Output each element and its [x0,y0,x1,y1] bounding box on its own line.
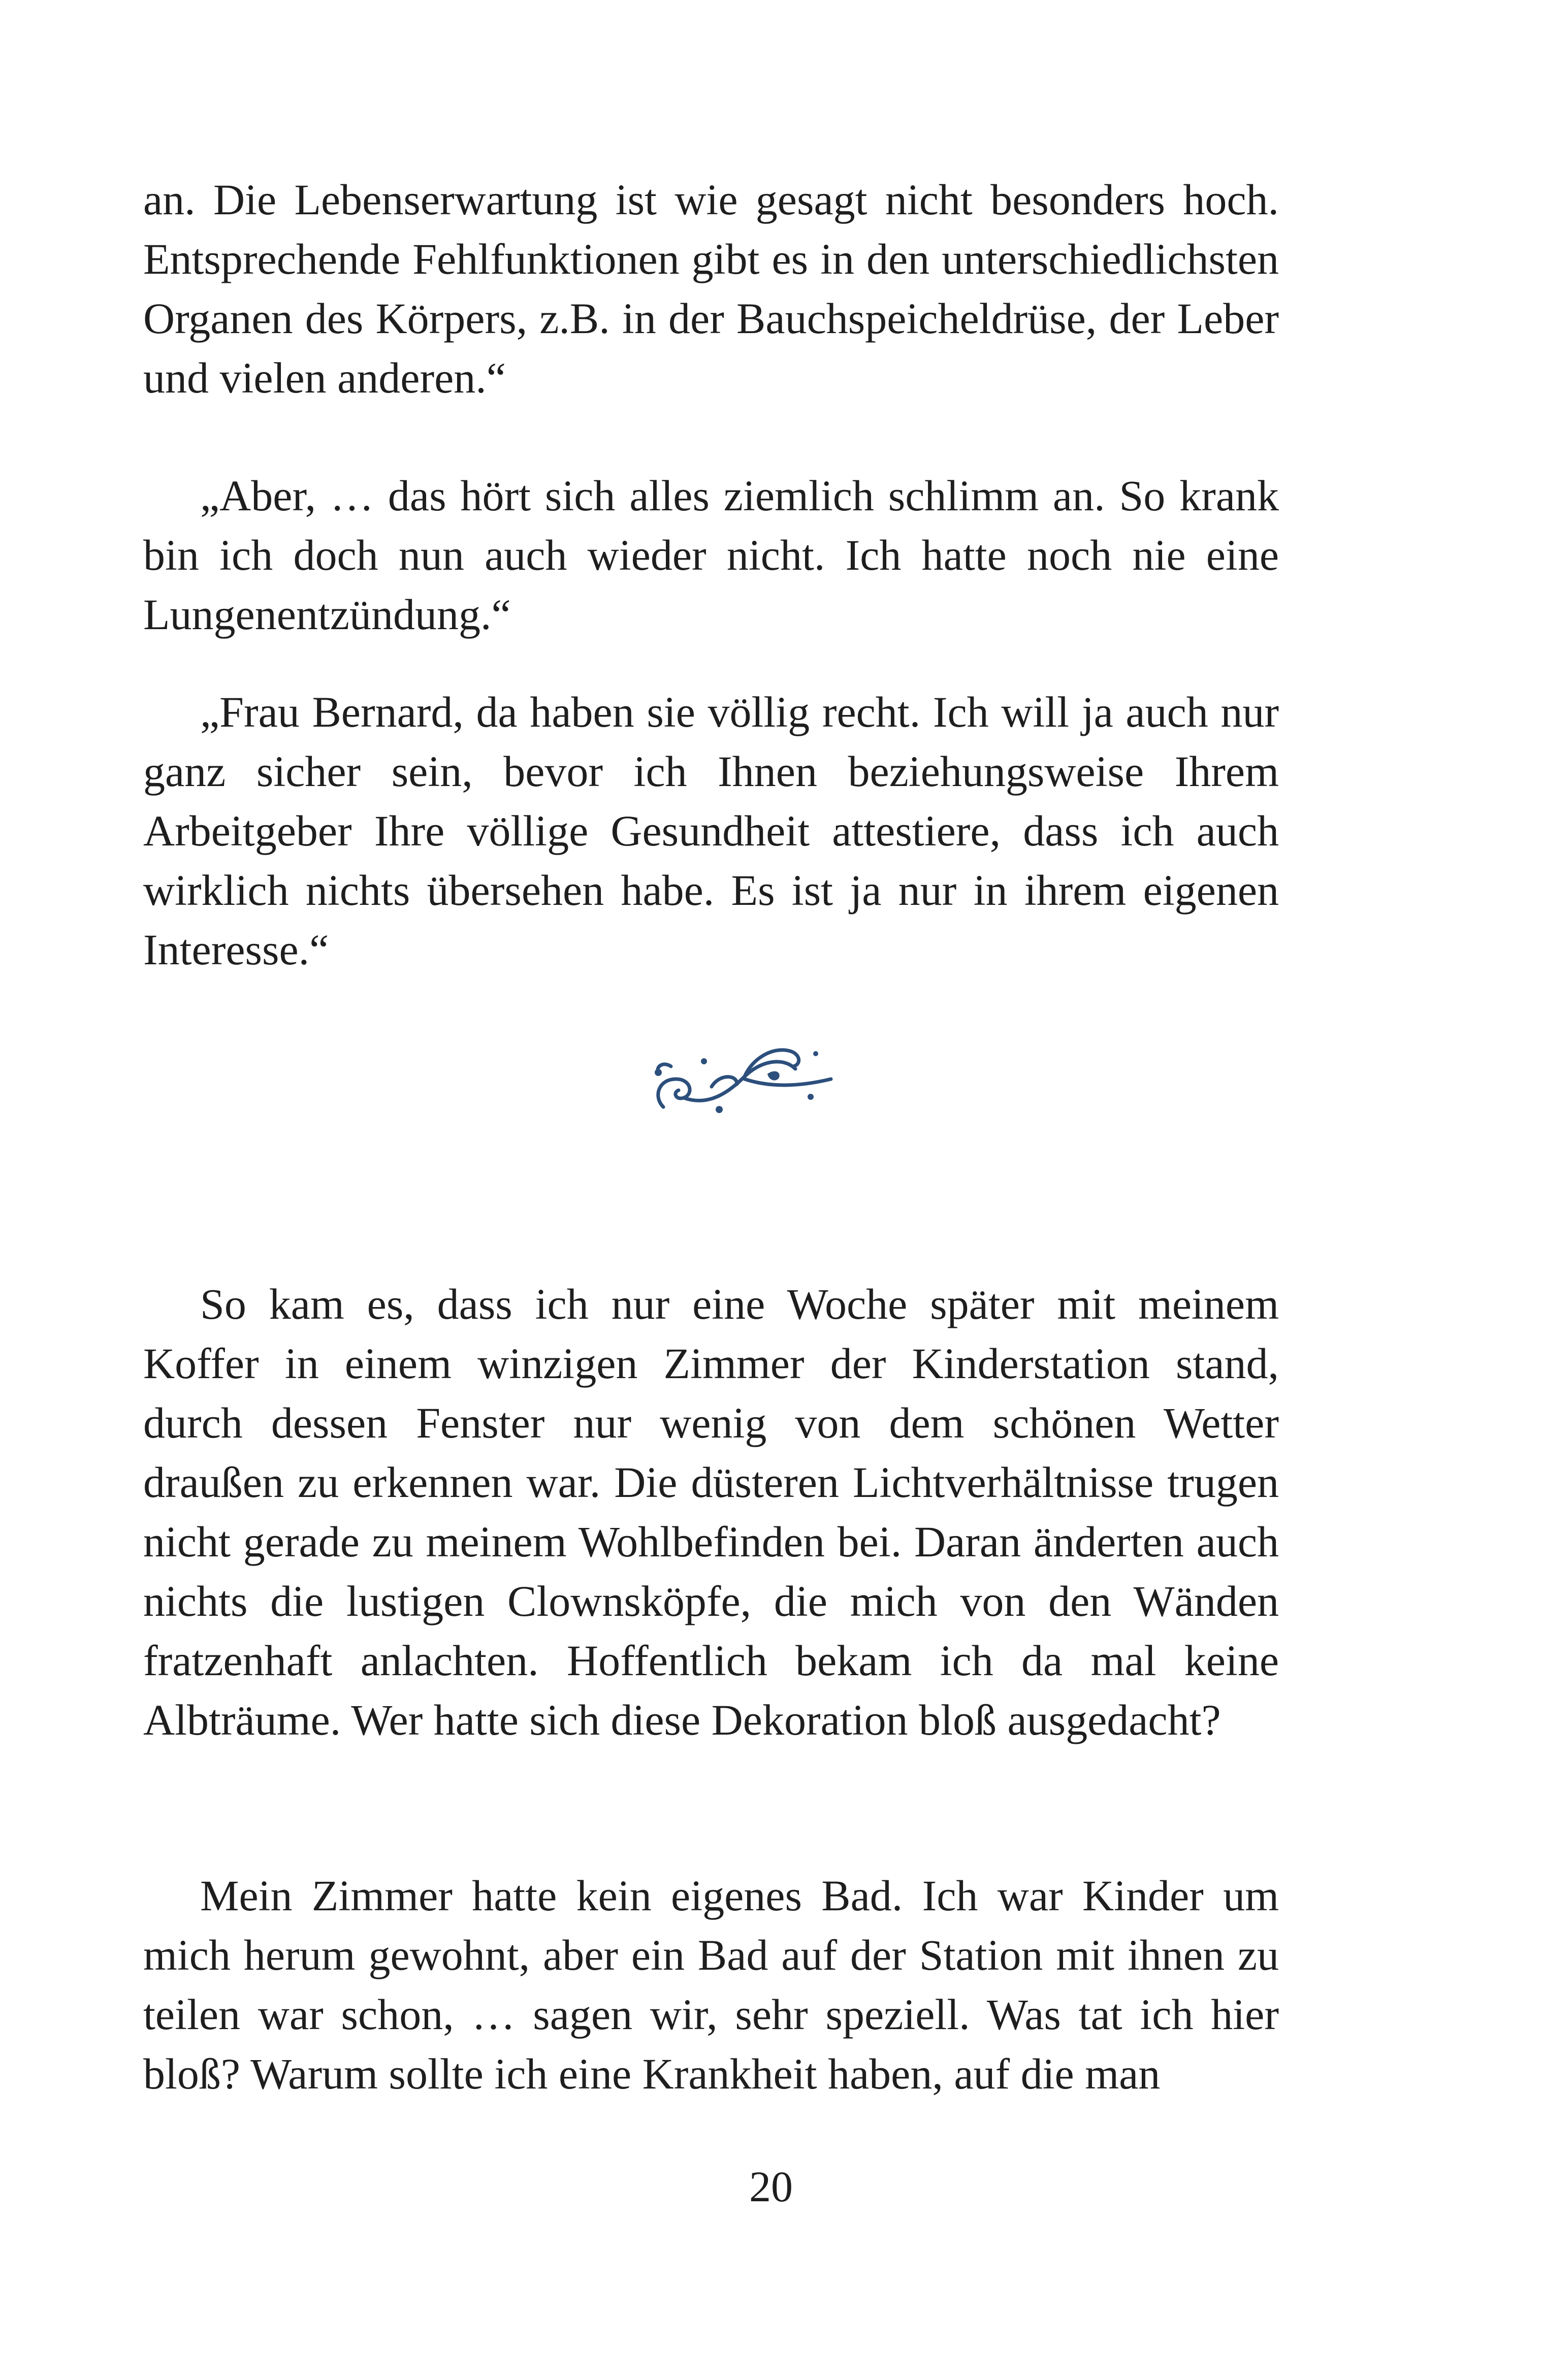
flourish-ornament-icon [643,1031,841,1122]
paragraph-3: „Frau Bernard, da haben sie völlig recht. Ich will ja auch nur ganz sicher sein, bevor ich Ihnen beziehungsweise Ihrem Arbeitgeber Ihre völlige Gesundheit attestiere, dass ich auch wirklich nichts übersehen habe. Es ist ja nur in ihrem eigenen Interesse.“ [143,688,1279,974]
paragraph-2: „Aber, … das hört sich alles ziemlich schlimm an. So krank bin ich doch nun auch wieder nicht. Ich hatte noch nie eine Lungenentzündung.“ [143,471,1279,639]
paragraph-4: So kam es, dass ich nur eine Woche später mit meinem Koffer in einem winzigen Zimmer der Kinderstation stand, durch dessen Fenster nur wenig von dem schönen Wetter draußen zu erkennen war. Die düsteren Lichtverhältnisse trugen nicht gerade zu meinem Wohlbefinden bei. Daran änderten auch nichts die lustigen Clownsköpfe, die mich von den Wänden fratzenhaft anlachten. Hoffentlich bekam ich da mal keine Albträume. Wer hatte sich diese Dekoration bloß ausgedacht? [143,1280,1279,1744]
paragraph-5: Mein Zimmer hatte kein eigenes Bad. Ich war Kinder um mich herum gewohnt, aber ein Bad auf der Station mit ihnen zu teilen war schon, … sagen wir, sehr speziell. Was tat ich hier bloß? Warum sollte ich eine Krankheit haben, auf die man [143,1871,1279,2098]
paragraph-1: an. Die Lebenserwartung ist wie gesagt nicht besonders hoch. Entsprechende Fehlfunktionen gibt es in den unterschiedlichsten Organen des Körpers, z.B. in der Bauchspeicheldrüse, der Leber und vielen anderen.“ [143,175,1279,402]
page-number: 20 [749,2162,793,2211]
